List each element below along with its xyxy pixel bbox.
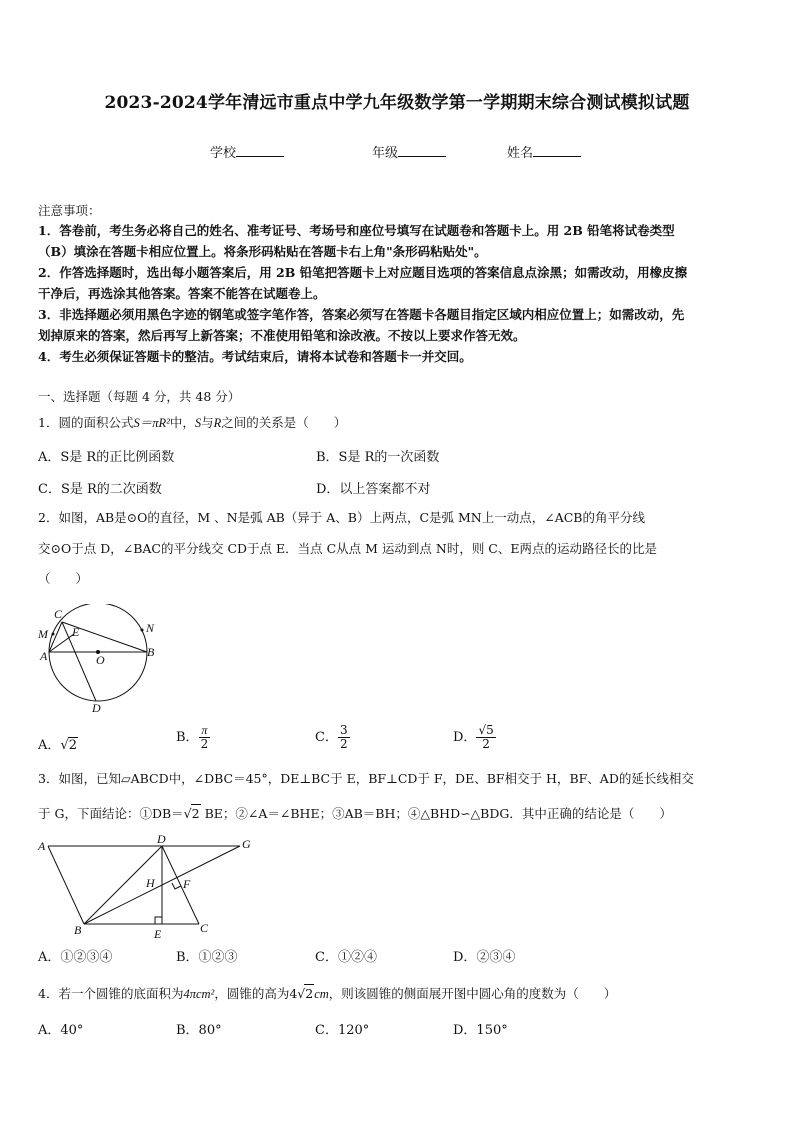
q2-option-b-label: B． xyxy=(176,730,199,745)
school-label: 学校 xyxy=(210,146,237,161)
q2-option-d-den: 2 xyxy=(482,737,490,751)
q3-option-c: C．①②④ xyxy=(315,950,377,965)
q2-circle-figure xyxy=(34,604,164,716)
notice-line-1: 1．答卷前，考生务必将自己的姓名、准考证号、考场号和座位号填写在试题卷和答题卡上。用 2B 铅笔将试卷类型 xyxy=(38,223,675,238)
notice-line-2: （B）填涂在答题卡相应位置上。将条形码粘贴在答题卡右上角"条形码粘贴处"。 xyxy=(38,244,487,259)
q3-label-f: F xyxy=(183,877,191,891)
q4-height-coef: 4 xyxy=(289,986,298,1001)
q2-option-d xyxy=(453,724,496,751)
q1-option-c: C．S是 R的二次函数 xyxy=(38,482,162,497)
q3-line-2b: BE；②∠A＝∠BHE；③AB＝BH；④△BHD∽△BDG．其中正确的结论是（ ） xyxy=(200,806,672,821)
q1-var-s: S xyxy=(194,416,202,430)
q2-label-m: M xyxy=(38,627,48,641)
q2-option-a: A．√2 xyxy=(38,738,77,753)
grade-label: 年级 xyxy=(372,146,399,161)
q2-label-c: C xyxy=(54,607,63,621)
notice-line-4: 干净后，再选涂其他答案。答案不能答在试题卷上。 xyxy=(38,286,326,301)
q2-label-b: B xyxy=(147,645,155,659)
q3-label-h: H xyxy=(146,876,155,890)
name-label: 姓名 xyxy=(507,146,534,161)
notice-heading: 注意事项： xyxy=(38,203,101,218)
grade-blank xyxy=(398,144,446,157)
q3-seg-ab xyxy=(48,846,84,924)
q1-formula: S＝πR² xyxy=(133,416,170,430)
q2-label-n: N xyxy=(146,621,155,635)
q2-option-c-label: C． xyxy=(315,730,338,745)
q1-stem-d: 与 xyxy=(201,415,214,430)
q2-label-d: D xyxy=(92,701,101,715)
q4-stem-a: 4．若一个圆锥的底面积为 xyxy=(38,986,184,1001)
q1-stem-a: 1．圆的面积公式 xyxy=(38,415,134,430)
q2-option-b-num: π xyxy=(199,724,211,738)
q4-stem-c: ，圆锥的高为 xyxy=(214,986,290,1001)
section-heading: 一、选择题（每题 4 分，共 48 分） xyxy=(38,389,241,404)
q3-radicand: 2 xyxy=(191,806,200,821)
q2-option-c-num: 3 xyxy=(339,723,348,737)
q3-label-a: A xyxy=(38,839,46,853)
q4-stem-f: ，则该圆锥的侧面展开图中圆心角的度数为（ ） xyxy=(328,986,617,1001)
q4-unit: cm xyxy=(314,987,329,1001)
q3-label-c: C xyxy=(200,921,209,935)
notice-line-3: 2．作答选择题时，选出每小题答案后，用 2B 铅笔把答题卡上对应题目选项的答案信息点涂黑；如需改动，用橡皮擦 xyxy=(38,265,688,280)
q3-option-b: B．①②③ xyxy=(176,950,238,965)
q2-option-c-den: 2 xyxy=(339,737,348,751)
q3-label-g: G xyxy=(242,837,251,851)
q1-option-d: D．以上答案都不对 xyxy=(316,482,431,497)
q2-label-e: E xyxy=(72,625,80,639)
q2-option-a-radicand: 2 xyxy=(68,738,77,753)
school-field xyxy=(210,142,284,161)
q1-option-a: A．S是 R的正比例函数 xyxy=(38,450,175,465)
q3-line-2a: 于 G，下面结论：①DB＝ xyxy=(38,806,184,821)
q4-option-c: C．120° xyxy=(315,1023,370,1038)
name-blank xyxy=(533,144,581,157)
q2-label-o: O xyxy=(96,653,105,667)
q4-radicand: 2 xyxy=(305,986,314,1001)
notice-line-6: 划掉原来的答案，然后再写上新答案；不准使用铅笔和涂改液。不按以上要求作答无效。 xyxy=(38,328,526,343)
q3-label-e: E xyxy=(154,927,162,941)
q2-option-b-frac xyxy=(199,724,211,751)
q3-option-a: A．①②③④ xyxy=(38,950,113,965)
q3-right-angle-e xyxy=(155,917,162,924)
q3-seg-dc xyxy=(162,846,199,924)
q3-option-d: D．②③④ xyxy=(453,950,516,965)
q2-option-c-frac xyxy=(338,724,350,751)
q1-stem xyxy=(38,414,346,432)
grade-field xyxy=(372,142,446,161)
school-blank xyxy=(236,144,284,157)
q4-option-b: B．80° xyxy=(176,1023,222,1038)
q2-line-2: 交⊙O于点 D，∠BAC的平分线交 CD于点 E．当点 C从点 M 运动到点 N时，则 C、E两点的运动路径长的比是 xyxy=(38,541,657,556)
q4-option-a: A．40° xyxy=(38,1023,84,1038)
q4-area: 4πcm² xyxy=(183,987,215,1001)
notice-line-7: 4．考生必须保证答题卡的整洁。考试结束后，请将本试卷和答题卡一并交回。 xyxy=(38,349,472,364)
q1-option-b: B．S是 R的一次函数 xyxy=(316,450,440,465)
q2-line-3: （ ） xyxy=(38,571,89,586)
q2-point-n-dot xyxy=(141,629,144,632)
q4-stem: 4．若一个圆锥的底面积为4πcm²，圆锥的高为4√2cm，则该圆锥的侧面展开图中圆心角的度数为（ ） xyxy=(38,986,617,1001)
notice-line-5: 3．非选择题必须用黑色字迹的钢笔或签字笔作答，答案必须写在答题卡各题目指定区域内相应位置上；如需改动，先 xyxy=(38,307,685,322)
q2-option-b-den: 2 xyxy=(200,737,209,751)
q3-label-b: B xyxy=(74,923,82,937)
q1-var-r: R xyxy=(213,416,222,430)
name-field xyxy=(507,142,581,161)
q4-option-d: D．150° xyxy=(453,1023,508,1038)
q3-label-d: D xyxy=(157,834,166,846)
q2-option-d-frac xyxy=(476,724,495,751)
q2-option-b xyxy=(176,724,210,751)
q3-parallelogram-figure xyxy=(34,834,264,942)
page-title: 2023-2024学年清远市重点中学九年级数学第一学期期末综合测试模拟试题 xyxy=(104,93,690,113)
q3-line-1: 3．如图，已知▱ABCD中，∠DBC＝45°，DE⊥BC于 E，BF⊥CD于 F，DE、BF相交于 H，BF、AD的延长线相交 xyxy=(38,771,694,786)
q1-stem-b: 中， xyxy=(169,415,195,430)
q2-point-m-dot xyxy=(52,633,55,636)
q2-option-a-label: A． xyxy=(38,738,61,753)
q2-option-d-label: D． xyxy=(453,730,477,745)
q2-option-d-num: √5 xyxy=(478,723,494,737)
q2-label-a: A xyxy=(40,649,48,663)
q2-option-c xyxy=(315,724,350,751)
q3-line-2: 于 G，下面结论：①DB＝√2 BE；②∠A＝∠BHE；③AB＝BH；④△BHD∽△BDG．其中正确的结论是（ ） xyxy=(38,806,672,821)
q2-line-1: 2．如图，AB是⊙O的直径，M 、N是弧 AB（异于 A、B）上两点，C是弧 MN上一动点，∠ACB的角平分线 xyxy=(38,510,645,525)
q1-stem-f: 之间的关系是（ ） xyxy=(221,415,347,430)
